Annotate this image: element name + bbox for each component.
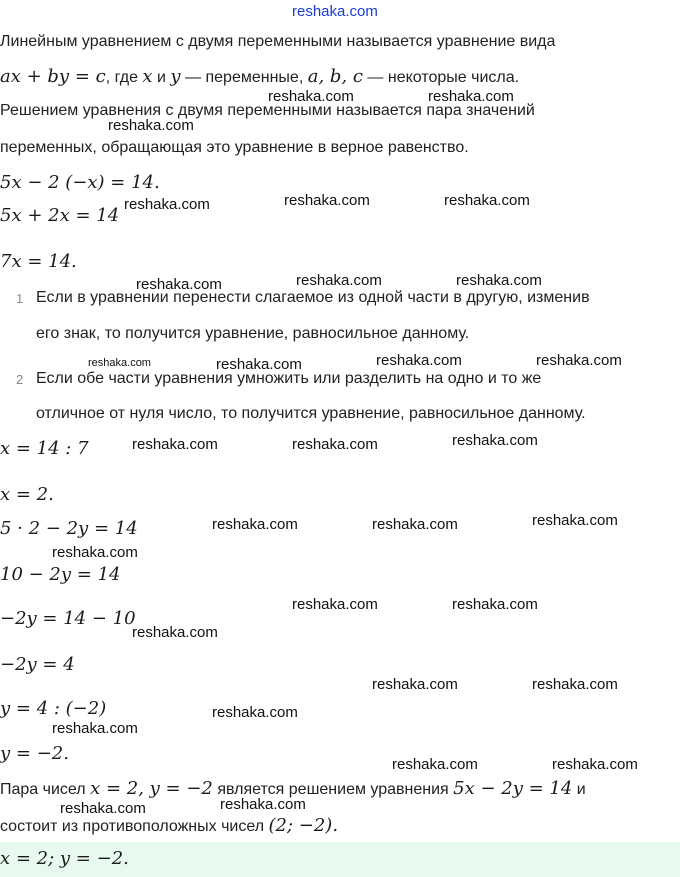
coefficients: a, b, c	[307, 66, 363, 87]
watermark: reshaka.com	[552, 756, 638, 773]
var-x: x	[142, 66, 153, 87]
rule-1-line-1: Если в уравнении перенести слагаемое из одной части в другую, изменив	[36, 289, 590, 306]
watermark: reshaka.com	[292, 596, 378, 613]
equation-step-5: x = 2.	[0, 484, 54, 505]
watermark: reshaka.com	[216, 356, 302, 373]
variables-word: — переменные,	[185, 69, 304, 86]
watermark: reshaka.com	[52, 544, 138, 561]
equation-step-6: 5 · 2 − 2y = 14	[0, 518, 138, 539]
watermark: reshaka.com	[532, 512, 618, 529]
definition-line-1: Линейным уравнением с двумя переменными называется уравнение вида	[0, 33, 556, 50]
definition-line-3: Решением уравнения с двумя переменными называется пара значений	[0, 102, 535, 119]
watermark: reshaka.com	[392, 756, 478, 773]
conclusion-line-2	[0, 815, 338, 836]
equation-step-10: y = 4 : (−2)	[0, 698, 107, 719]
watermark: reshaka.com	[132, 624, 218, 641]
equation-step-9: −2y = 4	[0, 654, 75, 675]
watermark: reshaka.com	[136, 276, 222, 293]
watermark: reshaka.com	[428, 88, 514, 105]
answer-text: x = 2; y = −2.	[0, 848, 129, 869]
conclusion-part-2: является решением уравнения	[217, 781, 449, 798]
watermark: reshaka.com	[452, 432, 538, 449]
watermark: reshaka.com	[212, 704, 298, 721]
general-equation: ax + by = c	[0, 66, 106, 87]
and-word: и	[157, 69, 166, 86]
watermark: reshaka.com	[292, 436, 378, 453]
rule-2-line-2: отличное от нуля число, то получится уравнение, равносильное данному.	[36, 405, 586, 422]
conclusion-part-3: и	[576, 781, 586, 798]
watermark: reshaka.com	[372, 516, 458, 533]
answer-box	[0, 842, 680, 877]
definition-line-2	[0, 66, 519, 87]
watermark: reshaka.com	[532, 676, 618, 693]
rule-2-line-1: Если обе части уравнения умножить или разделить на одно и то же	[36, 370, 542, 387]
watermark: reshaka.com	[456, 272, 542, 289]
equation-step-11: y = −2.	[0, 743, 69, 764]
equation-step-2: 5x + 2x = 14	[0, 205, 120, 226]
watermark: reshaka.com	[132, 436, 218, 453]
var-y: y	[170, 66, 181, 87]
where-word: , где	[105, 69, 138, 86]
watermark: reshaka.com	[376, 352, 462, 369]
watermark: reshaka.com	[212, 516, 298, 533]
watermark: reshaka.com	[268, 88, 354, 105]
conclusion-line-2-text: состоит из противоположных чисел	[0, 818, 265, 835]
watermark: reshaka.com	[296, 272, 382, 289]
watermark: reshaka.com	[536, 352, 622, 369]
watermark: reshaka.com	[220, 796, 306, 813]
equation-step-8: −2y = 14 − 10	[0, 608, 136, 629]
rule-1-line-2: его знак, то получится уравнение, равносильное данному.	[36, 325, 470, 342]
watermark: reshaka.com	[60, 800, 146, 817]
watermark: reshaka.com	[108, 117, 194, 134]
conclusion-pair: x = 2, y = −2	[90, 778, 213, 799]
rule-number-1: 1	[16, 291, 24, 306]
watermark: reshaka.com	[88, 357, 151, 369]
definition-line-4: переменных, обращающая это уравнение в верное равенство.	[0, 139, 469, 156]
conclusion-part-1: Пара чисел	[0, 781, 86, 798]
equation-step-3: 7x = 14.	[0, 251, 77, 272]
rule-number-2: 2	[16, 372, 24, 387]
watermark: reshaka.com	[372, 676, 458, 693]
some-numbers-text: — некоторые числа.	[367, 69, 520, 86]
watermark: reshaka.com	[52, 720, 138, 737]
watermark: reshaka.com	[452, 596, 538, 613]
watermark: reshaka.com	[284, 192, 370, 209]
conclusion-equation: 5x − 2y = 14	[453, 778, 573, 799]
conclusion-line-2-math: (2; −2).	[268, 815, 339, 836]
watermark: reshaka.com	[444, 192, 530, 209]
watermark: reshaka.com	[124, 196, 210, 213]
equation-step-4: x = 14 : 7	[0, 438, 89, 459]
equation-step-1: 5x − 2 (−x) = 14.	[0, 172, 160, 193]
equation-step-7: 10 − 2y = 14	[0, 564, 121, 585]
site-link[interactable]: reshaka.com	[292, 3, 378, 20]
